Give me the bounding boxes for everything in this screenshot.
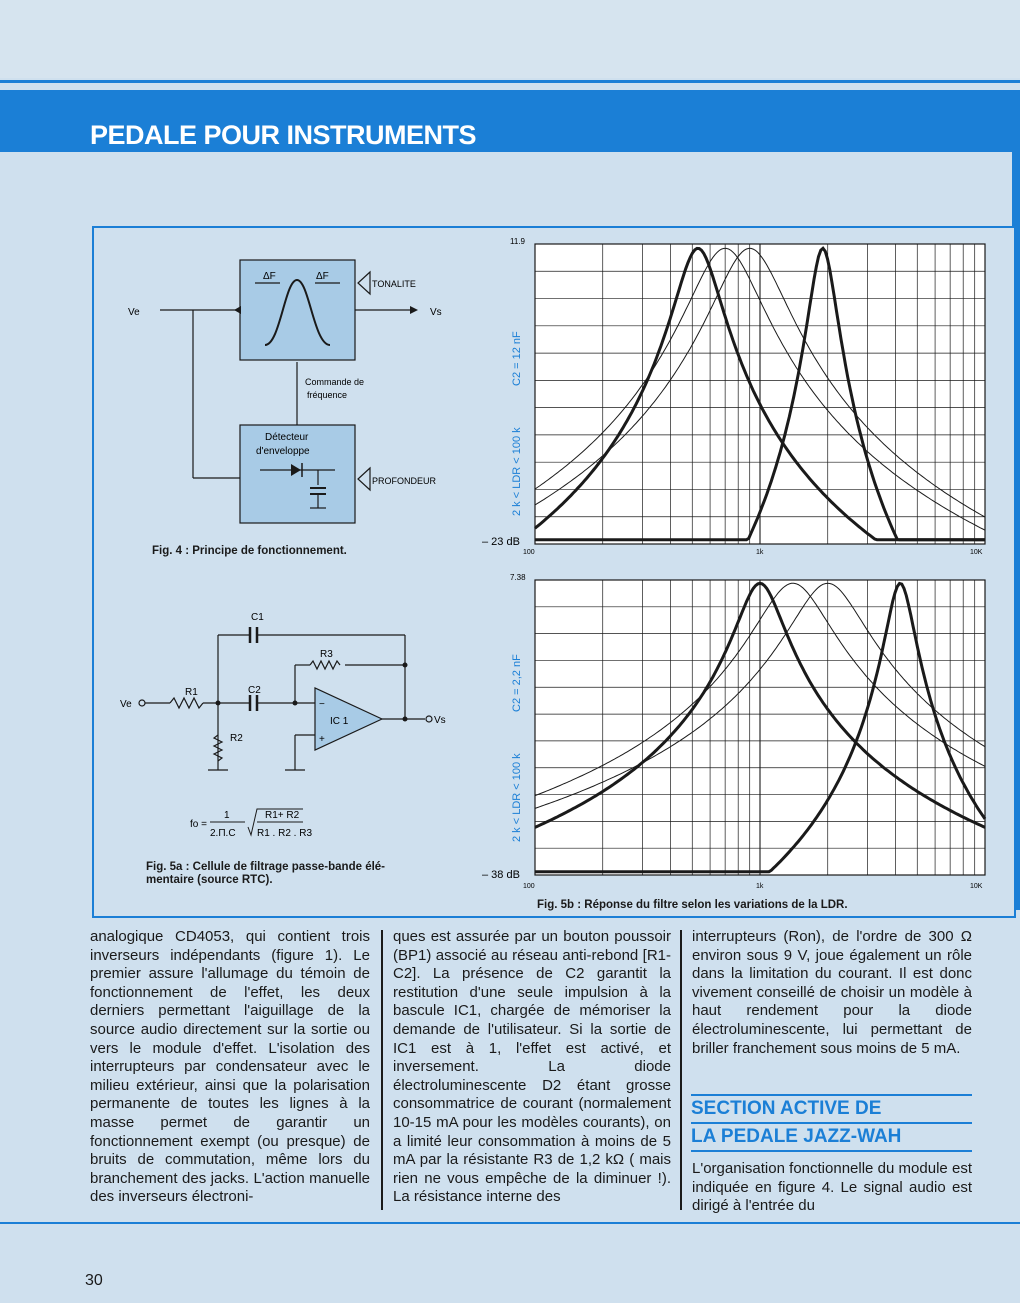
fig5b-caption: Fig. 5b : Réponse du filtre selon les variations de la LDR. (537, 899, 848, 911)
fig5b-chart-top (480, 236, 1010, 566)
chart-grid (535, 244, 985, 544)
fig4-delta-f-right: ΔF (316, 271, 329, 282)
fig5b-bot-range-label: 2 k < LDR < 100 k (511, 753, 523, 842)
fig5b-bot-ymax: 7.38 (510, 573, 526, 582)
svg-text:−: − (319, 699, 325, 710)
top-margin (0, 0, 1020, 78)
bottom-rule (0, 1222, 1020, 1224)
fig5a-formula-num: 1 (224, 810, 230, 821)
fig5b-bot-ymin: – 38 dB (482, 869, 520, 881)
body-column-2 (393, 928, 671, 1207)
fig5a-formula-rnum: R1+ R2 (265, 810, 300, 821)
fig4-frequence-label: fréquence (307, 390, 348, 400)
fig5a-caption-line2: mentaire (source RTC). (146, 874, 273, 886)
col3-text: interrupteurs (Ron), de l'ordre de 300 Ω environ sous 9 V, joue également un rôle dans la limitation du courant. Il est donc vivement conseillé de choisir un modèle à haut rendement pour la diode électroluminescente, lui permettant de briller franchement sous moins de 5 mA. (692, 928, 972, 1057)
fig5b-top-c2-label: C2 = 12 nF (511, 331, 523, 386)
section-heading-line1: SECTION ACTIVE DE (691, 1098, 882, 1119)
top-rule (0, 80, 1020, 83)
fig5a-c1-label: C1 (251, 612, 264, 623)
fig4-enveloppe-label: d'enveloppe (256, 446, 310, 457)
fig5b-top-x100: 100 (523, 549, 535, 556)
fig5b-bot-c2-label: C2 = 2,2 nF (511, 654, 523, 712)
fig5a-formula-den: 2.Π.C (210, 828, 236, 839)
fig4-vs-label: Vs (430, 307, 442, 318)
fig5a-caption-line1: Fig. 5a : Cellule de filtrage passe-bande élé- (146, 861, 386, 873)
fig4-delta-f-left: ΔF (263, 271, 276, 282)
body-column-3b (692, 1160, 972, 1216)
fig5b-bot-x100: 100 (523, 883, 535, 890)
fig5b-bot-x1k: 1k (756, 883, 764, 890)
body-column-1 (90, 928, 370, 1207)
fig5b-top-range-label: 2 k < LDR < 100 k (511, 427, 523, 516)
fig4-detecteur-label: Détecteur (265, 432, 309, 443)
fig5a-formula-rden: R1 . R2 . R3 (257, 828, 313, 839)
fig5b-top-x10k: 10K (970, 549, 983, 556)
fig5a-circuit (120, 605, 470, 850)
section-heading (691, 1094, 972, 1152)
fig5b-top-ymin: – 23 dB (482, 536, 520, 548)
fig5a-vs-label: Vs (434, 715, 446, 726)
fig4-profondeur-label: PROFONDEUR (372, 476, 437, 486)
fig5a-c2-label: C2 (248, 685, 261, 696)
fig5a-formula-fo: fo = (190, 819, 207, 830)
fig5a-ve-label: Ve (120, 699, 132, 710)
fig4-ve-label: Ve (128, 307, 140, 318)
fig5a-ic1-label: IC 1 (330, 716, 349, 727)
header-band (0, 90, 1020, 152)
page-title: PEDALE POUR INSTRUMENTS (90, 120, 477, 150)
page-number: 30 (85, 1272, 103, 1289)
col2-text: ques est assurée par un bouton poussoir (BP1) associé au réseau anti-rebond [R1-C2]. La présence de C2 garantit la restitution d'une seule impulsion à la bascule IC1, chargée de mémoriser la demande de l'utilisateur. Si la sortie de IC1 est à 1, l'effet est activé, et inversement. La diode électroluminescente D2 étant grosse consommatrice de courant (normalement 10-15 mA pour les modèles courants), on a limité leur consommation à moins de 5 mA par la résistante R3 de 1,2 kΩ ( mais rien ne vous empêche de la diminuer !). La résistance interne des (393, 928, 671, 1206)
fig5a-r2-label: R2 (230, 733, 243, 744)
fig5a-caption (146, 861, 385, 887)
body-column-3 (692, 928, 972, 1058)
fig4-caption: Fig. 4 : Principe de fonctionnement. (152, 545, 347, 557)
svg-text:+: + (319, 734, 325, 745)
fig5b-top-x1k: 1k (756, 549, 764, 556)
fig5b-top-ymax: 11.9 (510, 237, 525, 246)
col1-text: analogique CD4053, qui contient trois inverseurs indépendants (figure 1). Le premier assure l'allumage du témoin de fonctionnement de l'effet, les deux derniers permettant l'aiguillage de la source audio directement sur la sortie ou vers le module d'effet. L'isolation des interrupteurs par condensateur avec le milieu extérieur, ainsi que la polarisation permanente de toutes les lignes à la masse permet de garantir un fonctionnement exempt (ou presque) de bruits de commutation, même lors du branchement des jacks. L'action manuelle des inverseurs électroni- (90, 928, 370, 1206)
fig5b-chart-bottom (480, 572, 1010, 892)
fig5b-bot-x10k: 10K (970, 883, 983, 890)
column-separator-1 (381, 930, 383, 1210)
fig4-tonalite-label: TONALITE (372, 279, 416, 289)
fig5a-r3-label: R3 (320, 649, 333, 660)
fig5a-r1-label: R1 (185, 687, 198, 698)
fig4-block-diagram (120, 250, 470, 535)
fig4-commande-label: Commande de (305, 377, 365, 387)
chart-grid (535, 580, 985, 875)
column-separator-2 (680, 930, 682, 1210)
section-heading-line2: LA PEDALE JAZZ-WAH (691, 1122, 972, 1150)
col3b-text: L'organisation fonctionnelle du module est indiquée en figure 4. Le signal audio est dirigé à l'entrée du (692, 1160, 972, 1215)
